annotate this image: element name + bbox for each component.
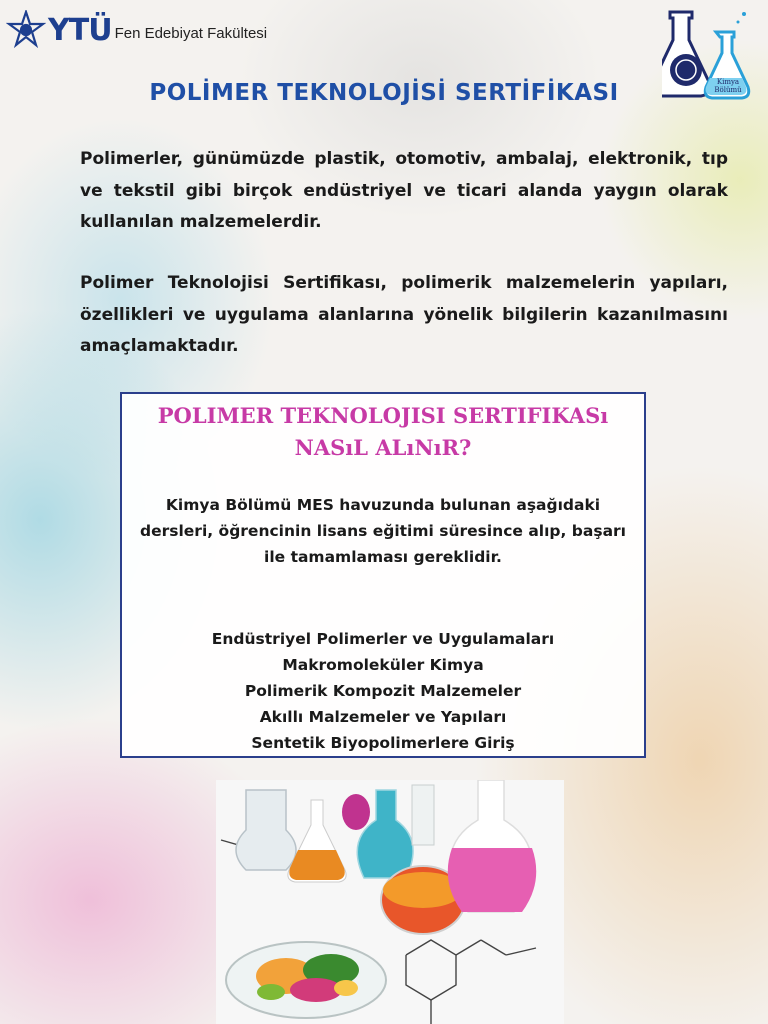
box-title-line-2: NASıL ALıNıR?	[294, 435, 472, 460]
header-brand	[6, 10, 267, 50]
course-item: Akıllı Malzemeler ve Yapıları	[259, 708, 507, 726]
intro-paragraph: Polimerler, günümüzde plastik, otomotiv, ambalaj, elektronik, tıp ve tekstil gibi birçok endüstriyel ve ticari alanda yaygın olarak kullanılan malzemelerdir.	[80, 149, 728, 232]
chem-logo-label-1: Kimya	[716, 78, 740, 86]
course-item: Sentetik Biyopolimerlere Giriş	[251, 734, 515, 752]
lab-glassware-photo	[216, 780, 564, 1024]
brand-logo-text: YTÜ	[48, 12, 112, 48]
certificate-purpose-paragraph: Polimer Teknolojisi Sertifikası, polimerik malzemelerin yapıları, özellikleri ve uygulama alanlarına yönelik bilgilerin kazanılmasını amaçlamaktadır.	[80, 273, 728, 356]
page-title: POLİMER TEKNOLOJİSİ SERTİFİKASI	[149, 80, 619, 106]
course-list	[122, 626, 644, 756]
requirement-description: Kimya Bölümü MES havuzunda bulunan aşağıdaki dersleri, öğrencinin lisans eğitimi süresince alıp, başarı ile tamamlaması gereklidir.	[140, 496, 626, 566]
box-title-line-1: POLIMER TEKNOLOJISI SERTIFIKASı	[157, 403, 609, 428]
course-item: Polimerik Kompozit Malzemeler	[244, 682, 522, 700]
course-item: Makromoleküler Kimya	[282, 656, 484, 674]
box-title	[122, 400, 644, 464]
chem-logo-label-2: Bölümü	[714, 86, 742, 94]
how-to-get-certificate-box	[120, 392, 646, 758]
faculty-name: Fen Edebiyat Fakültesi	[114, 24, 268, 42]
ytu-star-logo-icon	[6, 10, 46, 50]
course-item: Endüstriyel Polimerler ve Uygulamaları	[211, 630, 555, 648]
